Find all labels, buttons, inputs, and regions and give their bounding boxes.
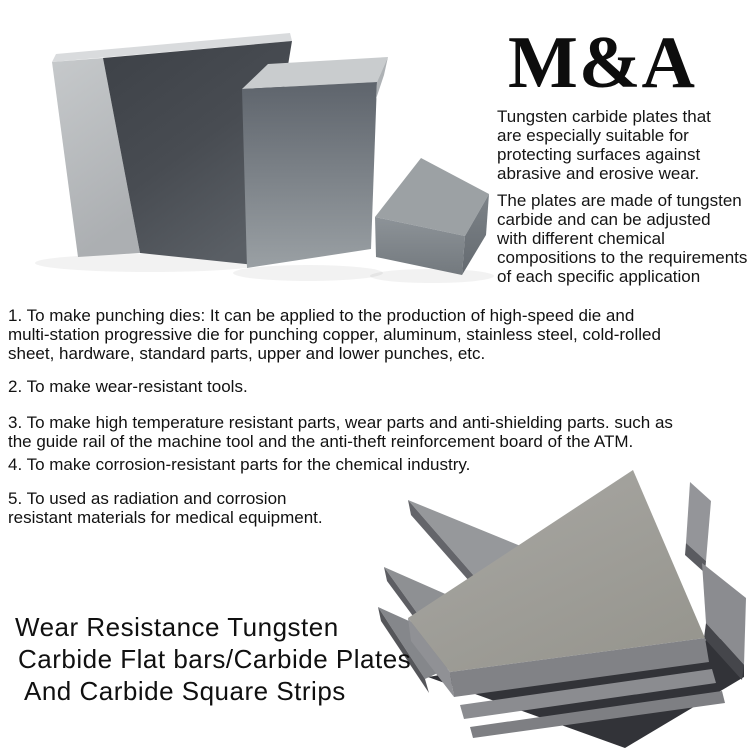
text-line: resistant materials for medical equipment. [8,508,323,527]
text-line: the guide rail of the machine tool and the anti-theft reinforcement board of the ATM. [8,432,634,451]
text-line: with different chemical [497,229,665,248]
application-item-5 [8,489,323,527]
text-line: The plates are made of tungsten [497,191,742,210]
text-line: carbide and can be adjusted [497,210,711,229]
text-line: 3. To make high temperature resistant parts, wear parts and anti-shielding parts. such as [8,413,673,432]
carbide-block-small [375,158,489,275]
product-photo-carbide-blocks [0,15,500,285]
text-line: 2. To make wear-resistant tools. [8,377,248,396]
text-line: protecting surfaces against [497,145,701,164]
brand-logo: M&A [508,22,696,104]
headline-line-2: Carbide Flat bars/Carbide Plates [18,644,412,674]
headline [15,611,445,707]
text-line: 5. To used as radiation and corrosion [8,489,287,508]
text-line: 1. To make punching dies: It can be applied to the production of high-speed die and [8,306,635,325]
text-line: of each specific application [497,267,701,286]
text-line: Tungsten carbide plates that [497,107,711,126]
text-line: are especially suitable for [497,126,689,145]
application-item-1 [8,306,661,363]
shadow-small-block [370,269,494,283]
text-line: compositions to the requirements [497,248,748,267]
text-line: multi-station progressive die for punching copper, aluminum, stainless steel, cold-rolled [8,325,661,344]
stack-top-plate [408,470,709,697]
shadow-middle-block [233,265,383,281]
intro-paragraph-2 [497,191,750,286]
text-line: sheet, hardware, standard parts, upper and lower punches, etc. [8,344,486,363]
carbide-block-middle [242,57,388,268]
application-item-3 [8,413,673,451]
text-line: abrasive and erosive wear. [497,164,700,183]
intro-paragraph-1 [497,107,750,183]
headline-line-1: Wear Resistance Tungsten [15,612,339,642]
application-item-2 [8,377,248,396]
text-line: 4. To make corrosion-resistant parts for the chemical industry. [8,455,471,474]
headline-line-3: And Carbide Square Strips [24,676,346,706]
